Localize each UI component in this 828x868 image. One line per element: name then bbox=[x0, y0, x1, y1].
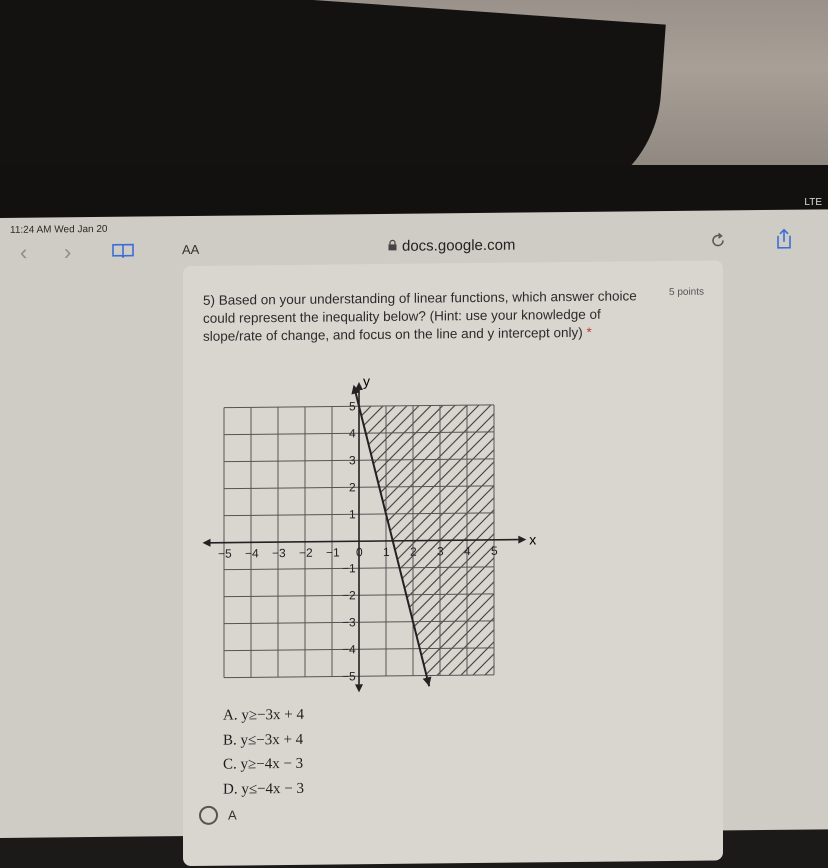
choice-a: A. y≥−3x + 4 bbox=[223, 706, 304, 724]
x-tick-label: 5 bbox=[491, 543, 498, 558]
x-tick-label: 4 bbox=[464, 544, 471, 559]
y-tick-label: −5 bbox=[342, 669, 356, 684]
answer-choices bbox=[223, 703, 304, 802]
signal-indicator: LTE bbox=[804, 197, 822, 208]
choice-b: B. y≤−3x + 4 bbox=[223, 731, 304, 749]
x-axis-label: x bbox=[529, 531, 537, 548]
question-text-block bbox=[203, 287, 661, 346]
url-text: docs.google.com bbox=[402, 236, 516, 255]
points-label: 5 points bbox=[669, 286, 705, 298]
y-tick-label: 5 bbox=[349, 399, 356, 414]
status-time-date: 11:24 AM Wed Jan 20 bbox=[10, 223, 108, 236]
radio-option-a[interactable] bbox=[199, 806, 237, 825]
x-tick-label: −1 bbox=[326, 545, 340, 560]
inequality-graph bbox=[207, 372, 537, 695]
radio-button[interactable] bbox=[199, 806, 218, 825]
back-icon[interactable]: ‹ bbox=[20, 239, 28, 265]
y-axis-label: y bbox=[363, 372, 370, 389]
x-tick-label: −3 bbox=[272, 546, 286, 561]
reload-icon[interactable] bbox=[708, 230, 728, 255]
lock-icon bbox=[388, 238, 397, 255]
x-tick-label: 3 bbox=[437, 544, 444, 559]
forward-icon[interactable]: › bbox=[64, 239, 72, 265]
required-marker: * bbox=[586, 324, 592, 340]
y-tick-label: −2 bbox=[342, 588, 356, 603]
x-axis-arrow bbox=[518, 535, 526, 543]
y-tick-label: 3 bbox=[349, 453, 356, 468]
choice-c: C. y≥−4x − 3 bbox=[223, 755, 304, 773]
x-axis-arrow-left bbox=[203, 539, 211, 547]
address-bar[interactable] bbox=[388, 237, 515, 255]
x-tick-label: −5 bbox=[218, 546, 232, 561]
radio-label: A bbox=[228, 807, 237, 823]
bookmarks-icon[interactable] bbox=[112, 243, 134, 264]
y-axis-arrow-down bbox=[355, 684, 363, 692]
choice-d: D. y≤−4x − 3 bbox=[223, 780, 304, 798]
x-tick-label: 1 bbox=[383, 544, 390, 559]
y-tick-label: 2 bbox=[349, 480, 356, 495]
y-tick-label: 1 bbox=[349, 507, 356, 522]
y-tick-label: −4 bbox=[342, 642, 356, 657]
x-tick-label: 0 bbox=[356, 545, 363, 560]
boundary-arrow-bottom bbox=[423, 676, 432, 686]
y-tick-label: 4 bbox=[349, 426, 356, 441]
share-icon[interactable] bbox=[774, 228, 794, 255]
question-card bbox=[183, 260, 723, 866]
x-tick-label: −2 bbox=[299, 545, 313, 560]
question-text: 5) Based on your understanding of linear functions, which answer choice could represent the inequality below? (Hint: use your knowledge of slope/rate of change, and focus on the line and y intercept only) bbox=[203, 288, 637, 344]
y-tick-label: −1 bbox=[342, 561, 356, 576]
tablet-screen bbox=[0, 209, 828, 838]
text-size-button[interactable]: AA bbox=[182, 241, 200, 258]
y-tick-label: −3 bbox=[342, 615, 356, 630]
x-tick-label: −4 bbox=[245, 546, 259, 561]
x-tick-label: 2 bbox=[410, 544, 417, 559]
